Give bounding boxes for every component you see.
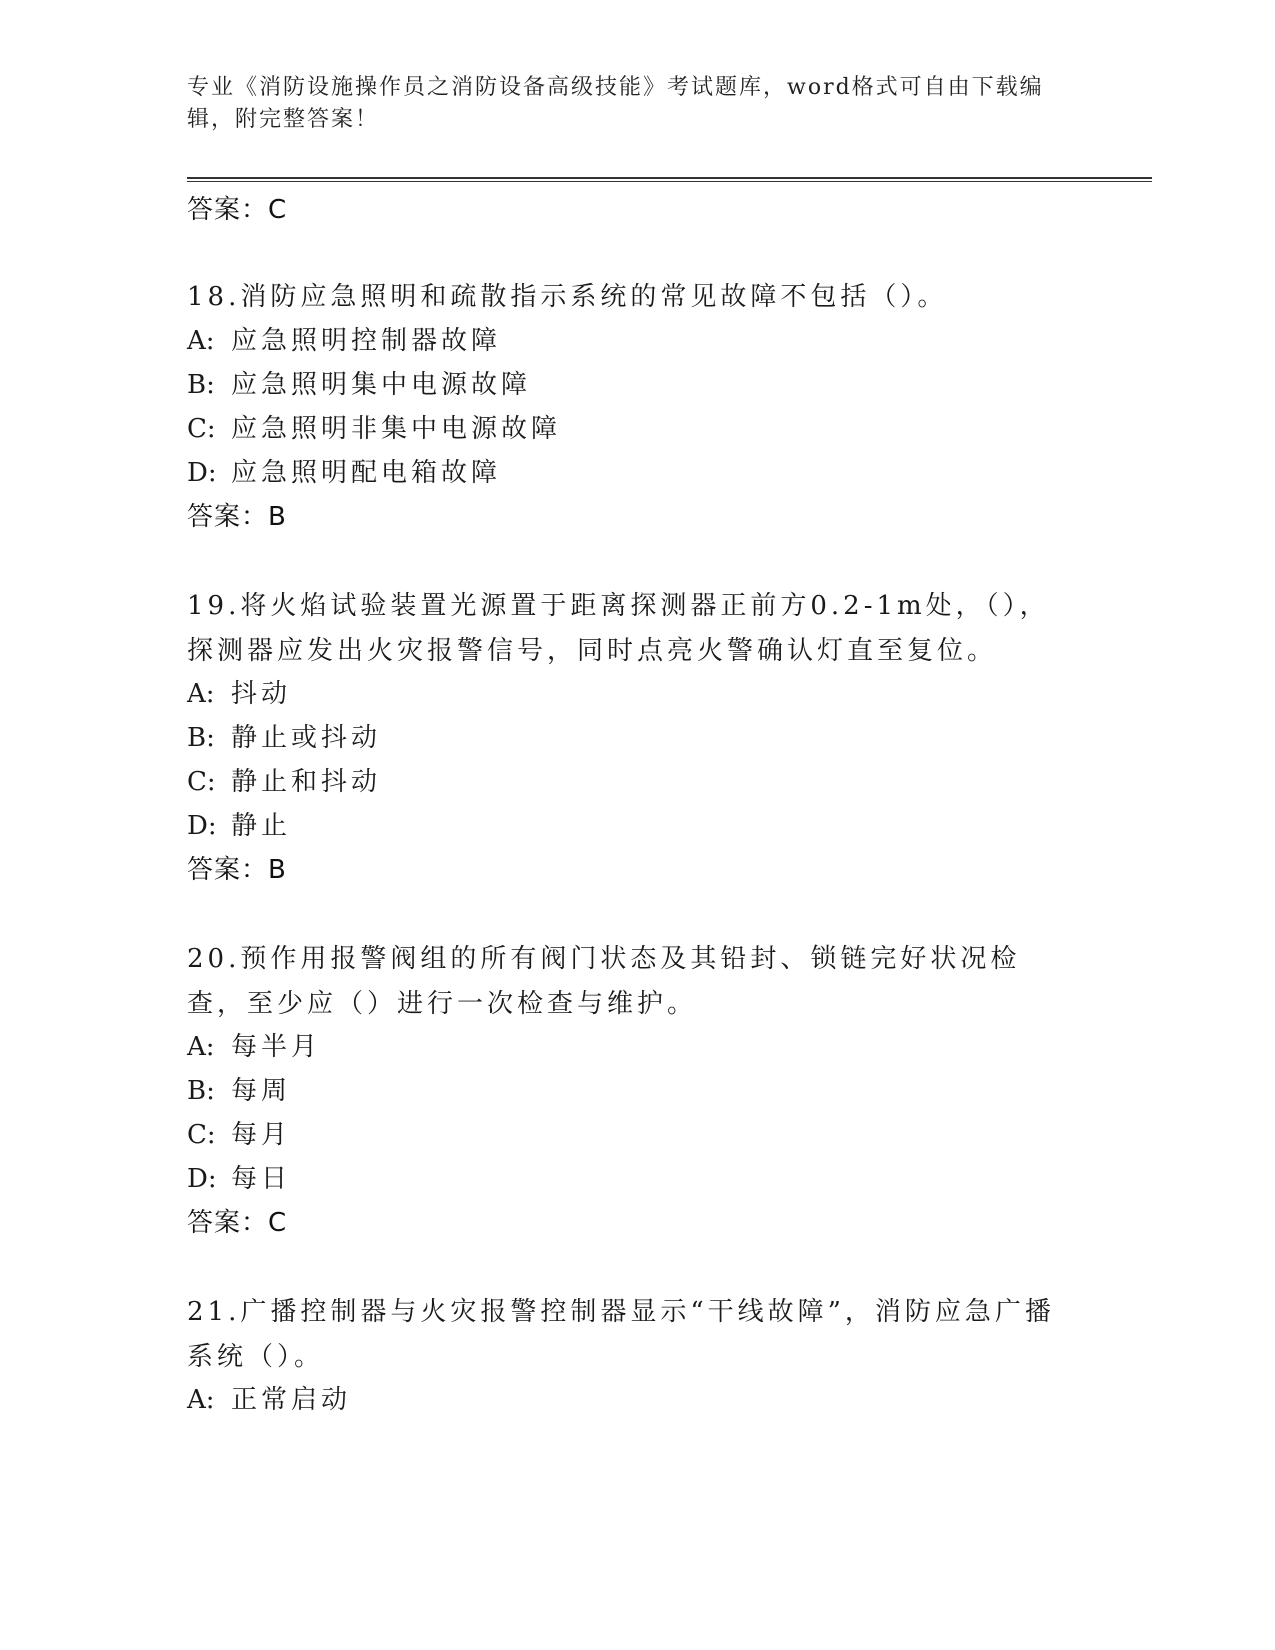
answer-line: [187, 1206, 287, 1240]
option-letter: A:: [187, 1032, 215, 1062]
option-b: [187, 368, 531, 402]
option-text: 静止或抖动: [231, 723, 382, 753]
answer-value: B: [268, 502, 287, 532]
answer-line: [187, 500, 287, 534]
option-text: 每月: [231, 1120, 292, 1150]
answer-line: [187, 853, 287, 887]
option-a: [187, 1383, 351, 1417]
option-letter: B:: [187, 723, 215, 753]
option-text: 抖动: [231, 679, 292, 709]
option-d: [187, 1162, 291, 1196]
option-c: [187, 412, 561, 446]
option-text: 应急照明配电箱故障: [231, 458, 502, 488]
option-letter: A:: [187, 679, 215, 709]
option-letter: A:: [187, 326, 215, 356]
question-stem: 20.预作用报警阀组的所有阀门状态及其铅封、锁链完好状况检查，至少应（）进行一次检查与维护。: [187, 944, 1021, 1019]
header-text: 专业《消防设施操作员之消防设备高级技能》考试题库，word格式可自由下载编辑，附完整答案！: [187, 75, 1044, 132]
option-letter: C:: [187, 1120, 216, 1150]
option-letter: A:: [187, 1385, 215, 1415]
option-a: [187, 677, 291, 711]
question-stem: 18.消防应急照明和疏散指示系统的常见故障不包括（）。: [187, 282, 948, 312]
option-b: [187, 1074, 291, 1108]
option-text: 应急照明控制器故障: [231, 326, 502, 356]
option-c: [187, 1118, 291, 1152]
answer-value: C: [268, 1208, 288, 1238]
question-stem: 21.广播控制器与火灾报警控制器显示“干线故障”，消防应急广播系统（）。: [187, 1297, 1055, 1372]
answer-label: 答案：: [187, 855, 269, 885]
option-letter: B:: [187, 370, 215, 400]
option-letter: D:: [187, 458, 217, 488]
answer-label: 答案：: [187, 195, 269, 225]
option-text: 每日: [231, 1164, 292, 1194]
option-a: [187, 1030, 321, 1064]
option-text: 静止: [231, 811, 292, 841]
option-text: 应急照明非集中电源故障: [231, 414, 562, 444]
option-text: 每半月: [231, 1032, 322, 1062]
option-text: 静止和抖动: [231, 767, 382, 797]
option-letter: C:: [187, 767, 216, 797]
option-letter: D:: [187, 1164, 217, 1194]
option-b: [187, 721, 381, 755]
question-stem: 19.将火焰试验装置光源置于距离探测器正前方0.2-1m处，（），探测器应发出火灾报警信号，同时点亮火警确认灯直至复位。: [187, 591, 1050, 666]
option-a: [187, 324, 501, 358]
option-letter: C:: [187, 414, 216, 444]
option-d: [187, 809, 291, 843]
option-letter: D:: [187, 811, 217, 841]
answer-label: 答案：: [187, 1208, 269, 1238]
header-divider: [187, 177, 1152, 182]
answer-value: B: [268, 855, 287, 885]
option-text: 应急照明集中电源故障: [231, 370, 532, 400]
option-text: 正常启动: [231, 1385, 352, 1415]
option-d: [187, 456, 501, 490]
option-letter: B:: [187, 1076, 215, 1106]
answer-label: 答案：: [187, 502, 269, 532]
option-c: [187, 765, 381, 799]
answer-line: [187, 193, 287, 227]
page-header: [187, 72, 1067, 136]
answer-value: C: [268, 195, 288, 225]
option-text: 每周: [231, 1076, 292, 1106]
